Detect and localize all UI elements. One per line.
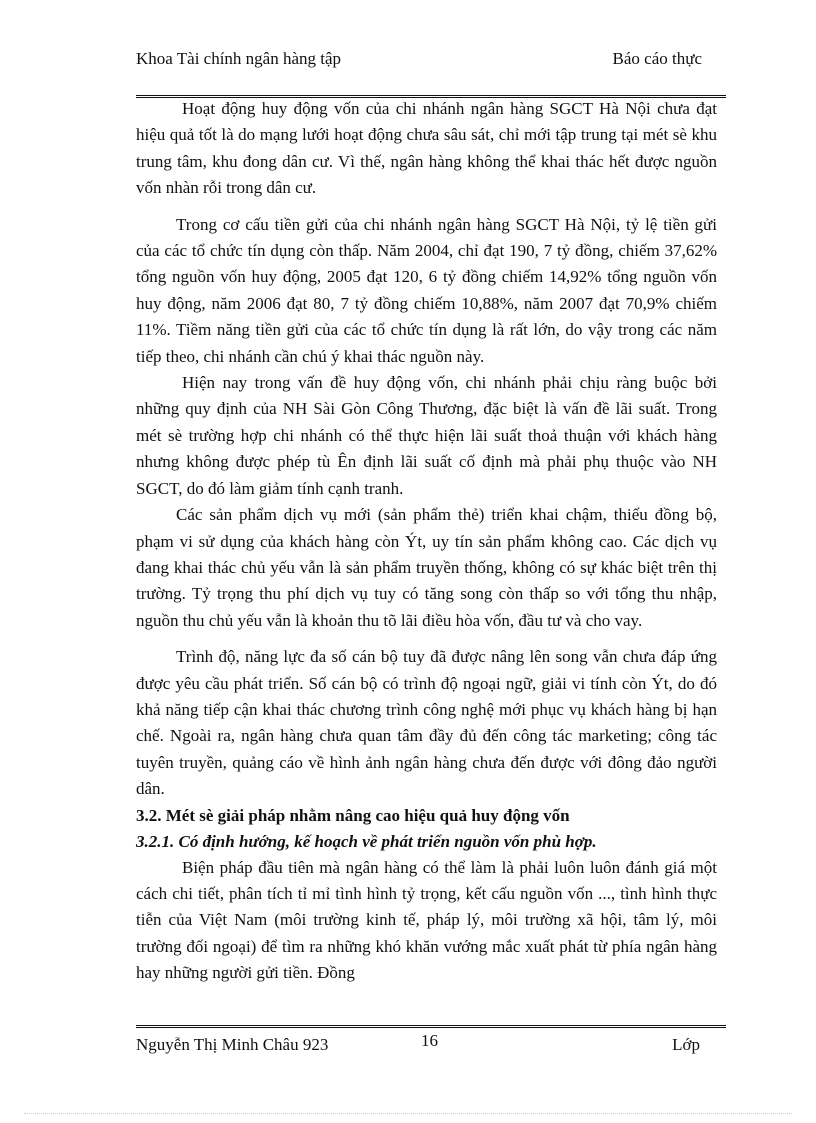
header-report-title: Báo cáo thực — [612, 49, 702, 68]
section-heading: 3.2. Mét sè giải pháp nhằm nâng cao hiệu quả huy động vốn — [136, 805, 570, 825]
page-body — [136, 96, 717, 987]
header-faculty: Khoa Tài chính ngân hàng tập — [136, 49, 342, 68]
paragraph-1: Hoạt động huy động vốn của chi nhánh ngân hàng SGCT Hà Nội chưa đạt hiệu quả tốt là do mạng lưới hoạt động chưa sâu sát, chỉ mới tập trung tại mét sè khu trung tâm, khu đong dân cư. Vì thế, ngân hàng không thể khai thác hết được nguồn vốn nhàn rỗi trong dân cư. — [136, 99, 717, 198]
paragraph-2: Trong cơ cấu tiền gửi của chi nhánh ngân hàng SGCT Hà Nội, tỷ lệ tiền gửi của các tổ chức tín dụng còn thấp. Năm 2004, chỉ đạt 190, 7 tỷ đồng, chiếm 37,62% tổng nguồn vốn huy động, 2005 đạt 120, 6 tỷ đồng chiếm 14,92% tổng nguồn vốn huy động, năm 2006 đạt 80, 7 tỷ đồng chiếm 10,88%, năm 2007 đạt 70,9% chiếm 11%. Tiềm năng tiền gửi của các tổ chức tín dụng là rất lớn, do vậy trong các năm tiếp theo, chi nhánh cần chú ý khai thác nguồn này. — [136, 214, 717, 366]
paragraph-4: Các sản phẩm dịch vụ mới (sản phẩm thẻ) triển khai chậm, thiếu đồng bộ, phạm vi sử dụng của khách hàng còn Ýt, uy tín sản phẩm không cao. Các dịch vụ đang khai thác chủ yếu vẫn là sản phẩm truyền thống, không có sự khác biệt trên thị trường. Tỷ trọng thu phí dịch vụ tuy có tăng song còn thấp so với tổng thu nhập, nguồn thu chủ yếu vẫn là khoản thu tõ lãi điều hòa vốn, đầu tư và cho vay. — [136, 505, 717, 630]
footer-class: Lớp — [672, 1035, 700, 1054]
page-number: 16 — [421, 1031, 438, 1050]
subsection-heading: 3.2.1. Có định hướng, kế hoạch về phát triển nguồn vốn phù hợp. — [136, 831, 597, 851]
footer-rule — [136, 1025, 726, 1028]
footer-author: Nguyễn Thị Minh Châu 923 — [136, 1035, 329, 1054]
page-footer — [136, 1031, 726, 1080]
paragraph-5: Trình độ, năng lực đa số cán bộ tuy đã được nâng lên song vẫn chưa đáp ứng được yêu cầu phát triển. Số cán bộ có trình độ ngoại ngữ, giải vi tính còn Ýt, do đó khả năng tiếp cận khai thác chương trình công nghệ mới phục vụ khách hàng bị hạn chế. Ngoài ra, ngân hàng chưa quan tâm đầy đủ đến công tác marketing; công tác tuyên truyền, quảng cáo về hình ảnh ngân hàng chưa đến được với đông đảo người dân. — [136, 647, 717, 799]
paragraph-6: Biện pháp đầu tiên mà ngân hàng có thể làm là phải luôn luôn đánh giá một cách chi tiết, phân tích tỉ mỉ tình hình tỷ trọng, kết cấu nguồn vốn ..., tình hình thực tiễn của Việt Nam (môi trường kinh tế, pháp lý, môi trường xã hội, tâm lý, môi trường đối ngoại) để tìm ra những khó khăn vướng mắc xuất phát từ phía ngân hàng hay những người gửi tiền. Đồng — [136, 857, 717, 983]
page-header — [136, 48, 726, 92]
paragraph-3: Hiện nay trong vấn đề huy động vốn, chi nhánh phải chịu ràng buộc bởi những quy định của NH Sài Gòn Công Thương, đặc biệt là vấn đề lãi suất. Trong mét sè trường hợp chi nhánh có thể thực hiện lãi suất thoả thuận với khách hàng nhưng không được phép tù Ên định lãi suất cố định mà phải phụ thuộc vào NH SGCT, do đó làm giảm tính cạnh tranh. — [136, 373, 717, 498]
page-edge-divider — [24, 1113, 792, 1114]
